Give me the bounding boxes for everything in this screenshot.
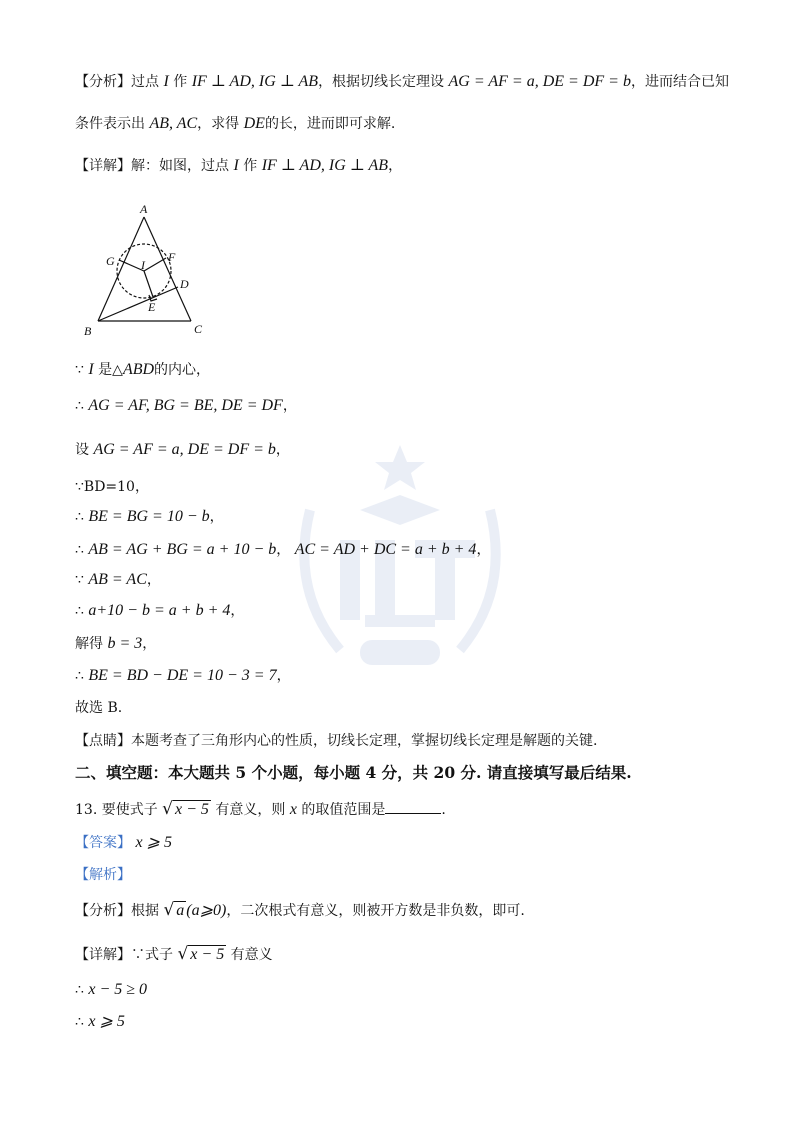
label-g: G xyxy=(106,254,115,268)
sqrt-expression-2: √ x − 5 xyxy=(177,944,225,964)
solution-line-equal-tangents: ∴ AG = AF, BG = BE, DE = DF， xyxy=(75,397,297,414)
analysis-header-line xyxy=(75,865,131,885)
label-d: D xyxy=(180,277,189,291)
segment-bd xyxy=(98,287,178,321)
solution-line-1: 【详解】解：如图，过点 I 作 IF ⊥ AD, IG ⊥ AB， xyxy=(75,157,403,174)
solution-line-bd: ∵BD=10， xyxy=(75,479,149,495)
math-perpendiculars: IF ⊥ AD, IG ⊥ AB xyxy=(191,73,319,90)
label-e: E xyxy=(148,300,156,314)
math-tangent-lengths: AG = AF = a, DE = DF = b xyxy=(448,73,631,90)
sqrt-a: √ a xyxy=(163,900,185,920)
solution-line-incenter: ∵ I 是△ABD的内心， xyxy=(75,361,211,378)
analysis-section-tag: 【解析】 xyxy=(75,867,131,883)
triangle-figure xyxy=(80,203,220,338)
section-heading: 二、填空题：本大题共 5 个小题，每小题 4 分，共 20 分. 请直接填写最后结果. xyxy=(75,763,632,782)
solution-line-ab-eq-ac: ∵ AB = AC， xyxy=(75,571,161,588)
comment-line: 【点睛】本题考查了三角形内心的性质，切线长定理，掌握切线长定理是解题的关键. xyxy=(75,733,598,749)
q13-analysis-line: 【分析】根据 √ a (a⩾0)，二次根式有意义，则被开方数是非负数，即可. xyxy=(75,900,525,920)
segment-if xyxy=(144,258,166,271)
label-c: C xyxy=(194,322,203,336)
solution-line-equation: ∴ a+10 − b = a + b + 4， xyxy=(75,602,245,619)
q13-solution-line: 【详解】∵式子 √ x − 5 有意义 xyxy=(75,944,273,964)
answer-line: 【答案】 x ⩾ 5 xyxy=(75,834,172,851)
watermark-logo xyxy=(280,440,520,690)
solution-line-choice: 故选 B. xyxy=(75,700,123,716)
label-b: B xyxy=(84,324,92,338)
q13-inequality-line: ∴ x − 5 ≥ 0 xyxy=(75,981,148,998)
label-a: A xyxy=(140,203,148,216)
solution-tag: 【详解】 xyxy=(75,158,131,174)
math-de: DE xyxy=(243,115,265,132)
label-f: F xyxy=(168,250,176,264)
segment-ie xyxy=(144,271,153,297)
solution-line-result: ∴ BE = BD − DE = 10 − 3 = 7， xyxy=(75,667,291,684)
comment-tag: 【点睛】 xyxy=(75,733,131,749)
solution-line-ab-ac: ∴ AB = AG + BG = a + 10 − b， AC = AD + DC = a + b + 4， xyxy=(75,541,491,558)
analysis-tag: 【分析】 xyxy=(75,74,131,90)
solution-line-let: 设 AG = AF = a, DE = DF = b， xyxy=(75,441,290,458)
question-13: 13. 要使式子 √ x − 5 有意义，则 x 的取值范围是 . xyxy=(75,799,446,819)
answer-blank xyxy=(385,799,441,814)
analysis-line-2: 条件表示出 AB, AC，求得 DE的长，进而即可求解. xyxy=(75,115,396,132)
answer-tag: 【答案】 xyxy=(75,835,131,851)
label-i: I xyxy=(141,258,145,272)
sqrt-expression: √ x − 5 xyxy=(162,799,209,819)
segment-ab xyxy=(98,217,144,321)
solution-line-be: ∴ BE = BG = 10 − b， xyxy=(75,508,224,525)
math-point-i: I xyxy=(163,73,169,90)
analysis-line-1: 【分析】过点 I 作 IF ⊥ AD, IG ⊥ AB，根据切线长定理设 AG = AF = a, DE = DF = b，进而结合已知 xyxy=(75,73,729,90)
solution-line-solve: 解得 b = 3， xyxy=(75,635,157,652)
math-ab-ac: AB, AC xyxy=(149,115,198,132)
q13-result-line: ∴ x ⩾ 5 xyxy=(75,1013,125,1030)
